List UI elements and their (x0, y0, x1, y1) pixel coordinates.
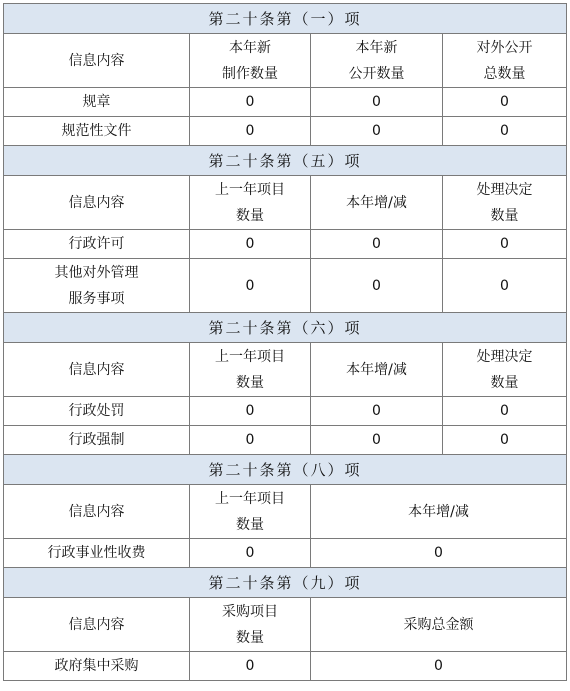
row-label: 行政事业性收费 (4, 539, 190, 568)
cell-value: 0 (443, 230, 567, 259)
row-label: 行政处罚 (4, 397, 190, 426)
column-header-info: 信息内容 (4, 485, 190, 539)
section-header-row (4, 4, 567, 34)
section-header-row (4, 455, 567, 485)
column-header: 处理决定 数量 (443, 176, 567, 230)
column-header-row (4, 485, 567, 539)
row-label: 规范性文件 (4, 117, 190, 146)
cell-value: 0 (443, 426, 567, 455)
cell-value: 0 (311, 117, 443, 146)
table-row (4, 88, 567, 117)
column-header: 处理决定 数量 (443, 343, 567, 397)
row-label: 其他对外管理 服务事项 (4, 259, 190, 313)
column-header: 上一年项目 数量 (190, 485, 311, 539)
column-header: 上一年项目 数量 (190, 176, 311, 230)
cell-value: 0 (190, 259, 311, 313)
cell-value: 0 (311, 652, 567, 681)
table-row (4, 426, 567, 455)
column-header-row (4, 34, 567, 88)
cell-value: 0 (443, 397, 567, 426)
column-header: 本年增/减 (311, 176, 443, 230)
cell-value: 0 (190, 88, 311, 117)
column-header-row (4, 176, 567, 230)
section-title: 第二十条第（六）项 (4, 313, 567, 343)
cell-value: 0 (311, 230, 443, 259)
cell-value: 0 (190, 117, 311, 146)
row-label: 行政强制 (4, 426, 190, 455)
section-title: 第二十条第（五）项 (4, 146, 567, 176)
row-label: 政府集中采购 (4, 652, 190, 681)
column-header-info: 信息内容 (4, 34, 190, 88)
row-label: 规章 (4, 88, 190, 117)
cell-value: 0 (443, 117, 567, 146)
cell-value: 0 (190, 426, 311, 455)
cell-value: 0 (190, 230, 311, 259)
column-header-info: 信息内容 (4, 343, 190, 397)
cell-value: 0 (311, 259, 443, 313)
cell-value: 0 (311, 539, 567, 568)
column-header: 本年新 制作数量 (190, 34, 311, 88)
disclosure-table (3, 3, 567, 681)
column-header: 本年增/减 (311, 485, 567, 539)
column-header-info: 信息内容 (4, 598, 190, 652)
column-header-row (4, 598, 567, 652)
column-header: 对外公开 总数量 (443, 34, 567, 88)
section-header-row (4, 146, 567, 176)
table-row (4, 259, 567, 313)
cell-value: 0 (443, 259, 567, 313)
table-row (4, 397, 567, 426)
column-header-row (4, 343, 567, 397)
column-header-info: 信息内容 (4, 176, 190, 230)
column-header: 采购总金额 (311, 598, 567, 652)
cell-value: 0 (190, 397, 311, 426)
section-title: 第二十条第（八）项 (4, 455, 567, 485)
cell-value: 0 (311, 397, 443, 426)
cell-value: 0 (311, 426, 443, 455)
cell-value: 0 (190, 539, 311, 568)
section-header-row (4, 568, 567, 598)
cell-value: 0 (311, 88, 443, 117)
table-row (4, 539, 567, 568)
section-header-row (4, 313, 567, 343)
row-label: 行政许可 (4, 230, 190, 259)
column-header: 本年增/减 (311, 343, 443, 397)
column-header: 本年新 公开数量 (311, 34, 443, 88)
column-header: 上一年项目 数量 (190, 343, 311, 397)
section-title: 第二十条第（九）项 (4, 568, 567, 598)
table-row (4, 652, 567, 681)
section-title: 第二十条第（一）项 (4, 4, 567, 34)
cell-value: 0 (190, 652, 311, 681)
table-row (4, 117, 567, 146)
table-row (4, 230, 567, 259)
cell-value: 0 (443, 88, 567, 117)
column-header: 采购项目 数量 (190, 598, 311, 652)
